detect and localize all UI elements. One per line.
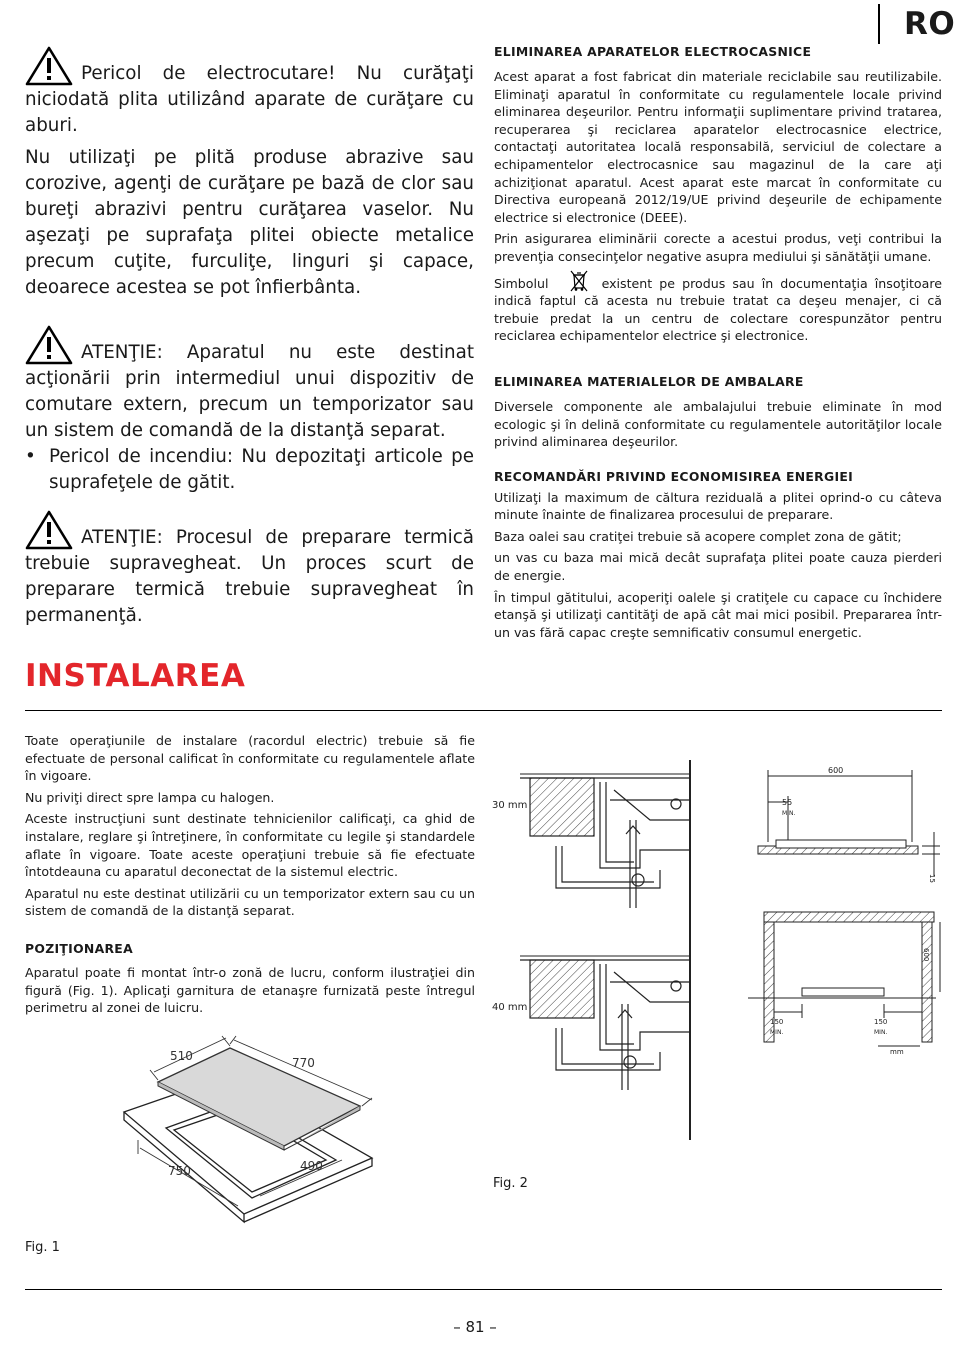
fig2-dim-150-left: 150 bbox=[770, 1018, 784, 1026]
section-heading-packaging: ELIMINAREA MATERIALELOR DE AMBALARE bbox=[494, 373, 804, 389]
fig2-label-30mm: 30 mm bbox=[492, 800, 528, 811]
section-heading-energy: RECOMANDĂRI PRIVIND ECONOMISIREA ENERGIEI bbox=[494, 468, 854, 484]
positioning-heading: POZIŢIONAREA bbox=[25, 940, 133, 956]
disposal-paragraph-1: Acest aparat a fost fabricat din materiale reciclabile sau reutilizabile. Eliminaţi aparatul în conformitate cu regulamentele locale privind eliminarea deşeurilor. Pentru informaţii suplimentare privind tratarea, recuperarea şi reciclarea aparatelor electrocasnice electrice, contactaţi autoritatea locală responsabilă, serviciul de colectare a echipamentelor electrocasnice sau magazinul de la care aţi achiziţionat aparatul. Acest aparat este marcat în conformitate cu Directiva europeană 2012/19/UE privind deşeurile de echipamente electrice si electronice (DEEE). bbox=[494, 69, 942, 225]
warning-triangle-icon bbox=[25, 46, 73, 86]
fig2-min-55: MIN. bbox=[782, 810, 796, 817]
warning-external-switch: ATENŢIE: Aparatul nu este destinat acţionării prin intermediul unui dispozitiv de comutare extern, precum un temporizator sau un sistem de comandă de la distanţă separat. bbox=[25, 325, 474, 444]
fig2-section-diagram bbox=[490, 760, 700, 1140]
fig1-label: Fig. 1 bbox=[25, 1240, 60, 1255]
energy-paragraph-3: un vas cu baza mai mică decât suprafaţa plitei poate cauza pierderi de energie. bbox=[494, 550, 942, 584]
install-text-column bbox=[25, 732, 475, 1017]
page-number: – 81 – bbox=[453, 1318, 497, 1336]
disposal-paragraph-2: Prin asigurarea eliminării corecte a acestui produs, veţi contribui la prevenţia consecinţelor negative asupra mediului şi sănătăţii umane. bbox=[494, 231, 942, 264]
fig1-dim-510: 510 bbox=[170, 1049, 193, 1063]
energy-paragraph-1: Utilizaţi la maximum de căltura reziduală a plitei oprind-o cu câteva minute înainte de finalizarea procesului de preparare. bbox=[494, 489, 942, 523]
fig2-min-150-right: MIN. bbox=[874, 1029, 888, 1036]
install-title: INSTALAREA bbox=[25, 658, 246, 694]
install-paragraph-1: Toate operaţiunile de instalare (racordul electric) trebuie să fie efectuate de personal calificat în conformitate cu regulamentele aflate în vigoare. bbox=[25, 733, 475, 784]
section-heading-disposal: ELIMINAREA APARATELOR ELECTROCASNICE bbox=[494, 44, 812, 59]
warning-abrasive: Nu utilizaţi pe plită produse abrazive sau corozive, agenţi de curăţare pe bază de clor sau bureţi abrazivi pentru curăţarea vaselor. Nu aşezaţi pe suprafaţa plitei obiecte metalice precum cuţite, furculiţe, linguri şi capace, deoarece acestea se pot înfierbânta. bbox=[25, 147, 474, 298]
fig2-clearance-diagram bbox=[740, 762, 946, 1062]
warning-supervision: ATENŢIE: Procesul de preparare termică trebuie supravegheat. Un proces scurt de preparare termică trebuie supravegheat în permanenţă. bbox=[25, 510, 474, 629]
disposal-paragraph-3: Simbolul existent pe produs sau în documentaţia însoţitoare indică faptul că acesta nu trebuie tratat ca deşeu menajer, ci că trebuie predat la un centru de colectare corespunzător pentru reciclarea echipamentelor electrice şi electronice. bbox=[494, 270, 942, 345]
fig1-dim-770: 770 bbox=[292, 1056, 315, 1070]
install-paragraph-2: Nu priviţi direct spre lampa cu halogen. bbox=[25, 789, 275, 805]
language-tab bbox=[878, 4, 955, 44]
fig2-dim-150-right: 150 bbox=[874, 1018, 888, 1026]
fig2-label: Fig. 2 bbox=[493, 1176, 528, 1191]
fig2-dim-55: 55 bbox=[782, 798, 793, 807]
positioning-paragraph: Aparatul poate fi montat într-o zonă de lucru, conform ilustraţiei din figură (Fig. 1). Aplicaţi garnitura de etanaşre furnizată peste întregul perimetru al zonei de luicru. bbox=[25, 964, 475, 1016]
fig2-unit-mm: mm bbox=[890, 1048, 904, 1056]
title-divider bbox=[25, 710, 942, 711]
energy-paragraph-2: Baza oalei sau cratiţei trebuie să acopere complet zona de gătit; bbox=[494, 528, 902, 544]
left-warnings-column bbox=[25, 46, 474, 629]
warning-electrocution: Pericol de electrocutare! Nu curăţaţi niciodată plita utilizând aparate de curăţare cu aburi. bbox=[25, 46, 474, 139]
fig2-dim-600: 600 bbox=[828, 766, 844, 775]
fire-hazard-bullet: • Pericol de incendiu: Nu depozitaţi articole pe suprafeţele de gătit. bbox=[25, 444, 474, 496]
fig1-dim-490: 490 bbox=[300, 1159, 323, 1173]
packaging-paragraph: Diversele componente ale ambalajului trebuie eliminate în mod ecologic şi în delină conformitate cu regulamentele autorităţilor locale privind aliminarea deşeurilor. bbox=[494, 398, 942, 450]
crossed-bin-icon bbox=[570, 270, 588, 292]
fire-hazard-text: Pericol de incendiu: Nu depozitaţi articole pe suprafeţele de gătit. bbox=[49, 446, 474, 493]
install-paragraph-4: Aparatul nu este destinat utilizării cu un temporizator extern sau cu un sistem de comandă de la distanţă separat. bbox=[25, 885, 475, 919]
fig2-min-150-left: MIN. bbox=[770, 1029, 784, 1036]
fig1-cooktop-diagram bbox=[110, 1020, 400, 1220]
fig2-dim-15: 15 bbox=[928, 874, 936, 883]
fig2-label-40mm: 40 mm bbox=[492, 1002, 528, 1013]
energy-paragraph-4: În timpul gătitului, acoperiţi oalele şi cratiţele cu capace cu închidere etanşă şi utilizaţi cantităţi de apă cât mai mici posibil. Prepararea într-un vas fără capac creşte semnificativ consumul energetic. bbox=[494, 589, 942, 640]
fig2-dim-600-vertical: 600 bbox=[922, 948, 930, 962]
warning-triangle-icon bbox=[25, 510, 73, 550]
warning-triangle-icon bbox=[25, 325, 73, 365]
fig1-dim-750: 750 bbox=[168, 1164, 191, 1178]
footer-divider bbox=[25, 1289, 942, 1290]
right-info-column bbox=[494, 44, 942, 641]
language-code: RO bbox=[904, 6, 955, 42]
install-paragraph-3: Aceste instrucţiuni sunt destinate tehnicienilor calificaţi, ca ghid de instalare, reglare şi întreţinere, în conformitate cu legile şi standardele aflate în vigoare. Toate aceste operaţiuni trebuie să fie efectuate întotdeauna cu aparatul deconectat de la sistemul electric. bbox=[25, 811, 475, 880]
